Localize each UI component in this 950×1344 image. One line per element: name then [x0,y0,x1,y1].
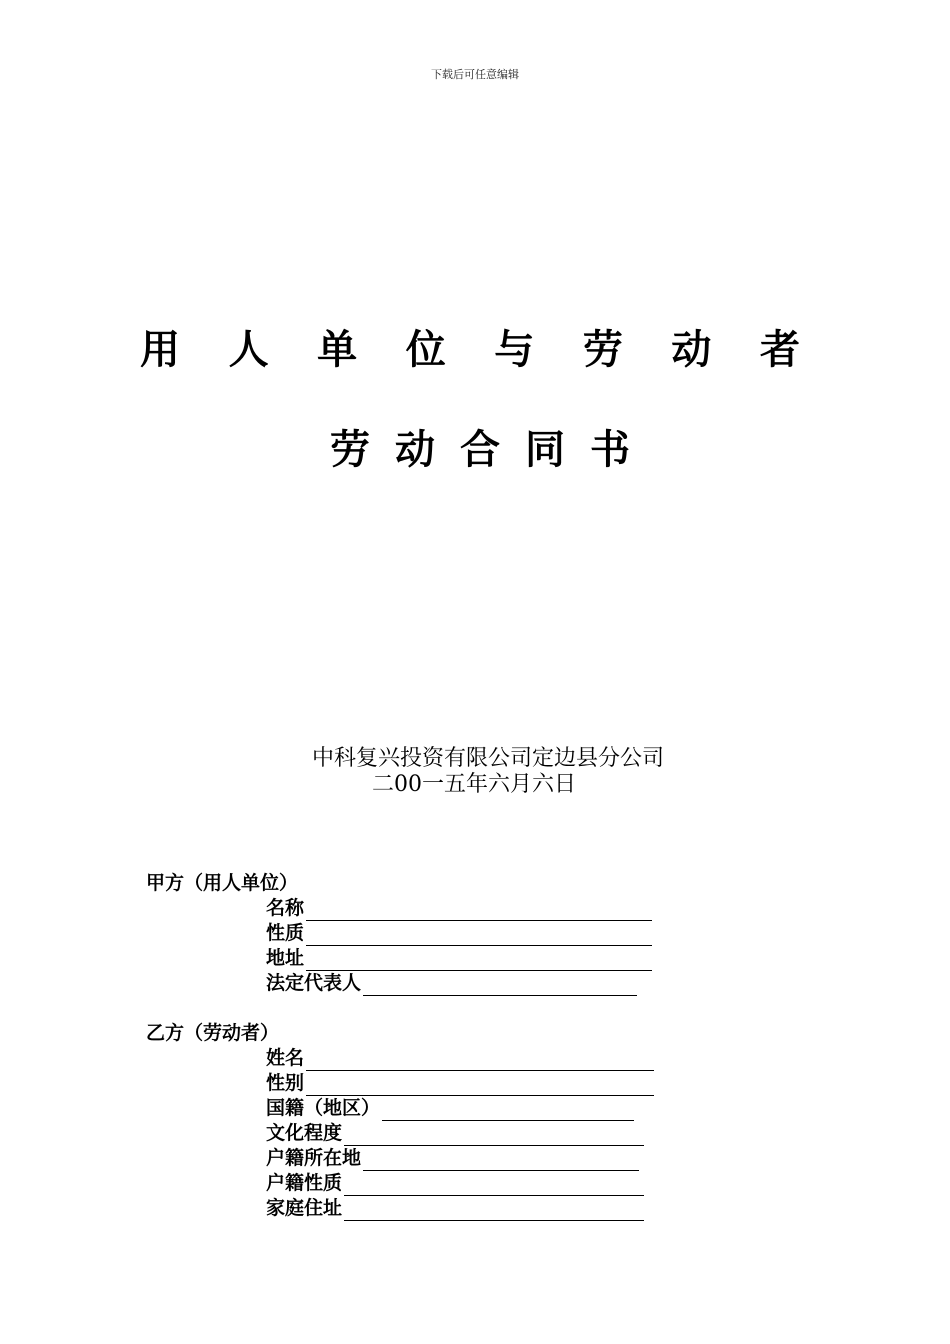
party-b-label: 乙方（劳动者） [146,1022,280,1044]
title-char: 合 [460,426,500,473]
field-label: 文化程度 [266,1122,343,1144]
title-char: 位 [405,326,446,373]
fill-in-line[interactable] [363,975,637,996]
party-a-label: 甲方（用人单位） [146,872,299,894]
title-line-2 [330,422,630,478]
contract-date: 二00一五年六月六日 [372,772,576,797]
fill-in-line[interactable] [344,1200,644,1221]
company-name: 中科复兴投资有限公司定边县分公司 [312,746,665,771]
field-label: 法定代表人 [266,972,362,994]
party-a-nature-row[interactable] [266,921,652,946]
fill-in-line[interactable] [306,1075,654,1096]
party-b-household-location-row[interactable] [266,1146,639,1171]
party-b-gender-row[interactable] [266,1071,654,1096]
field-label: 性质 [266,922,305,944]
fill-in-line[interactable] [306,925,652,946]
title-char: 动 [671,326,712,373]
party-a-address-row[interactable] [266,946,652,971]
title-char: 劳 [582,326,623,373]
field-label: 地址 [266,947,305,969]
title-char: 者 [759,326,800,373]
field-label: 家庭住址 [266,1197,343,1219]
field-label: 国籍（地区） [266,1097,381,1119]
title-line-1 [140,322,800,378]
title-char: 同 [525,426,565,473]
fill-in-line[interactable] [382,1100,634,1121]
field-label: 户籍性质 [266,1172,343,1194]
fill-in-line[interactable] [363,1150,639,1171]
title-char: 劳 [330,426,370,473]
title-char: 单 [317,326,358,373]
party-a-name-row[interactable] [266,896,652,921]
fill-in-line[interactable] [306,900,652,921]
fill-in-line[interactable] [344,1175,644,1196]
field-label: 姓名 [266,1047,305,1069]
party-b-household-nature-row[interactable] [266,1171,644,1196]
title-char: 用 [140,326,180,373]
party-a-representative-row[interactable] [266,971,637,996]
title-char: 人 [228,326,269,373]
title-char: 与 [494,326,535,373]
fill-in-line[interactable] [306,1050,654,1071]
title-char: 书 [590,426,630,473]
field-label: 名称 [266,897,305,919]
header-note: 下载后可任意编辑 [431,68,519,81]
title-char: 动 [395,426,435,473]
field-label: 性别 [266,1072,305,1094]
party-b-name-row[interactable] [266,1046,654,1071]
party-b-home-address-row[interactable] [266,1196,644,1221]
party-b-education-row[interactable] [266,1121,644,1146]
party-b-nationality-row[interactable] [266,1096,634,1121]
fill-in-line[interactable] [344,1125,644,1146]
field-label: 户籍所在地 [266,1147,362,1169]
fill-in-line[interactable] [306,950,652,971]
